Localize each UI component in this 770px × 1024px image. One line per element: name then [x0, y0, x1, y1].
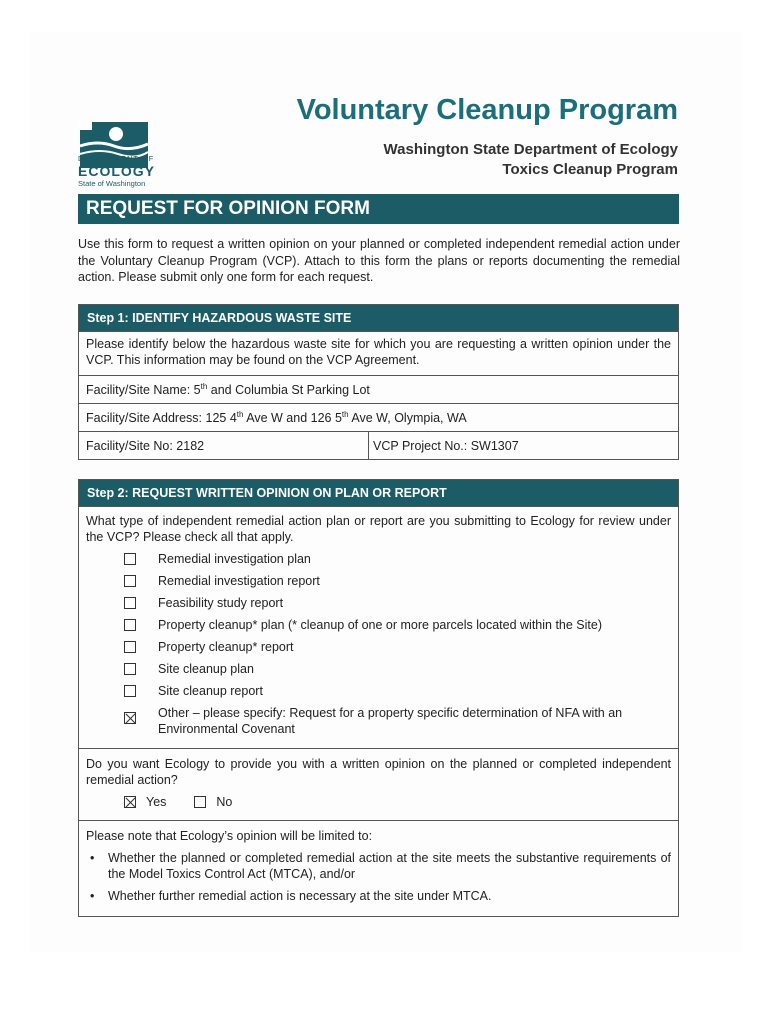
site-number-row [79, 431, 678, 459]
list-item: • Whether the planned or completed remedial action at the site meets the substantive requirements of the Model Toxics Control Act (MTCA), and/or [86, 850, 671, 882]
step1-instructions: Please identify below the hazardous waste site for which you are requesting a written opinion under the VCP. This information may be found on the VCP Agreement. [86, 337, 671, 367]
program-title: Voluntary Cleanup Program [296, 94, 678, 126]
department-name: Washington State Department of Ecology [383, 141, 678, 158]
step2-section [78, 479, 679, 917]
logo-ecology-text: ECOLOGY [78, 163, 156, 179]
checkbox[interactable] [124, 575, 136, 587]
option-other[interactable]: Other – please specify: Request for a property specific determination of NFA with an Environmental Covenant [124, 705, 671, 737]
checkbox[interactable] [124, 641, 136, 653]
step1-heading: Step 1: IDENTIFY HAZARDOUS WASTE SITE [79, 305, 678, 331]
checkbox[interactable] [124, 553, 136, 565]
program-name: Toxics Cleanup Program [502, 161, 678, 178]
step1-section [78, 304, 679, 460]
yes-label: Yes [146, 795, 167, 809]
opinion-request-row [79, 748, 678, 820]
checkbox[interactable] [124, 619, 136, 631]
option-site-cleanup-report[interactable]: Site cleanup report [124, 683, 671, 699]
plan-type-options [124, 551, 671, 737]
no-checkbox[interactable] [194, 796, 206, 808]
option-site-cleanup-plan[interactable]: Site cleanup plan [124, 661, 671, 677]
option-remedial-investigation-plan[interactable]: Remedial investigation plan [124, 551, 671, 567]
yes-no-choice [124, 794, 671, 810]
checkbox[interactable] [124, 597, 136, 609]
form-title-banner: REQUEST FOR OPINION FORM [78, 194, 679, 224]
plan-type-question: What type of independent remedial action plan or report are you submitting to Ecology for review under the VCP? Please check all that apply. [86, 514, 671, 544]
site-number-field[interactable]: Facility/Site No: 2182 [79, 432, 369, 459]
checkbox[interactable] [124, 663, 136, 675]
opinion-question: Do you want Ecology to provide you with a written opinion on the planned or completed independent remedial action? [86, 757, 671, 787]
opinion-limits-list [86, 850, 671, 904]
checkbox-checked[interactable] [124, 712, 136, 724]
site-name-field[interactable]: Facility/Site Name: 5th and Columbia St Parking Lot [79, 375, 678, 403]
site-address-field[interactable]: Facility/Site Address: 125 4th Ave W and 126 5th Ave W, Olympia, WA [79, 403, 678, 431]
step1-instructions-row [79, 331, 678, 375]
list-item: • Whether further remedial action is necessary at the site under MTCA. [86, 888, 671, 904]
option-property-cleanup-plan[interactable]: Property cleanup* plan (* cleanup of one or more parcels located within the Site) [124, 617, 671, 633]
vcp-project-field[interactable]: VCP Project No.: SW1307 [373, 439, 519, 453]
yes-checkbox[interactable] [124, 796, 136, 808]
option-feasibility-study-report[interactable]: Feasibility study report [124, 595, 671, 611]
opinion-limits-note: Please note that Ecology’s opinion will be limited to: [86, 829, 373, 843]
checkbox[interactable] [124, 685, 136, 697]
logo-department-text: DEPARTMENT OF [78, 154, 155, 163]
step2-heading: Step 2: REQUEST WRITTEN OPINION ON PLAN OR REPORT [79, 480, 678, 506]
intro-paragraph: Use this form to request a written opinion on your planned or completed independent remedial action under the Voluntary Cleanup Program (VCP). Attach to this form the plans or reports documenting the remedial action. Please submit only one form for each request. [78, 237, 680, 284]
option-remedial-investigation-report[interactable]: Remedial investigation report [124, 573, 671, 589]
no-label: No [216, 795, 233, 809]
plan-type-row [79, 506, 678, 748]
opinion-limits-row [79, 820, 678, 916]
option-property-cleanup-report[interactable]: Property cleanup* report [124, 639, 671, 655]
logo-state-text: State of Washington [78, 179, 146, 188]
